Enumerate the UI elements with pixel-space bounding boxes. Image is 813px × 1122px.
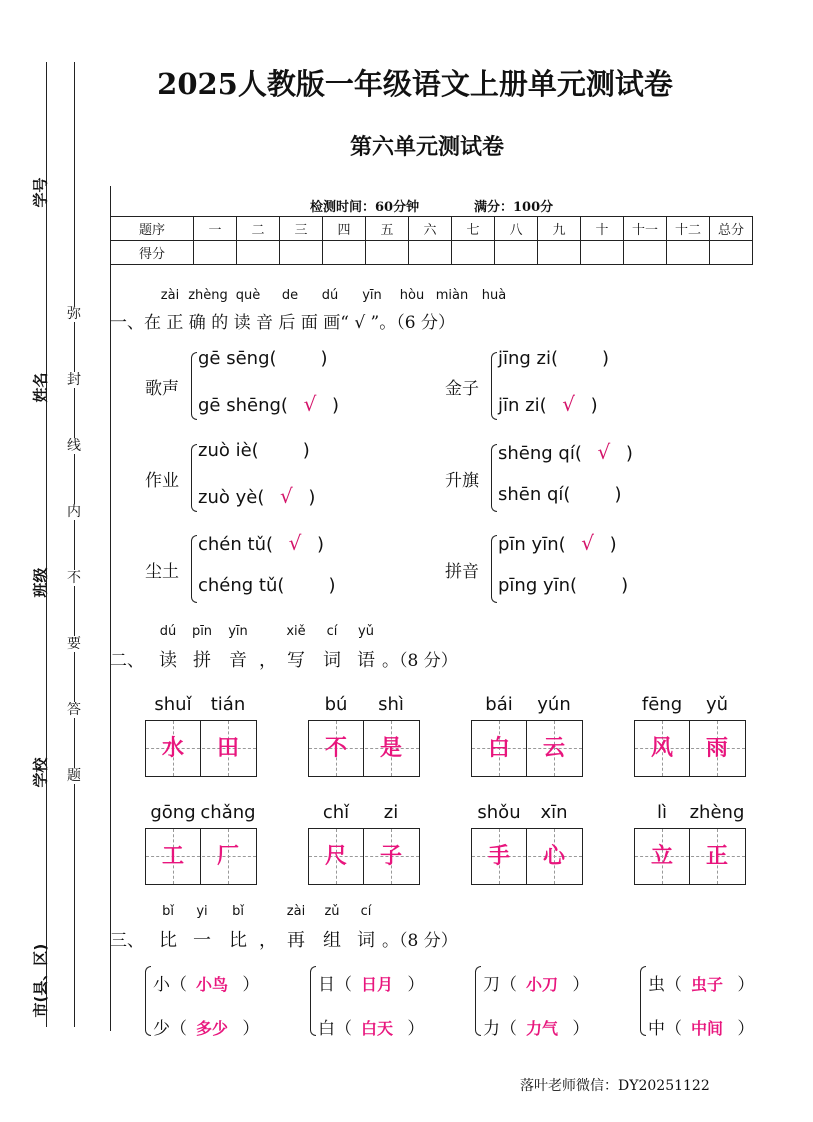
close-paren: ) (590, 395, 598, 416)
close-paren: ) (328, 575, 336, 596)
pinyin-annotation: zài (286, 904, 306, 919)
pinyin-annotation: zǔ (324, 904, 340, 919)
box-pinyin: zhèng (689, 802, 745, 823)
option-text: zuò iè( (198, 440, 259, 461)
check-mark: √ (279, 484, 293, 508)
box-pinyin: yǔ (705, 694, 729, 715)
box-pinyin: shuǐ (154, 694, 192, 715)
close-paren: ） (402, 1019, 425, 1039)
pinyin-annotation: bǐ (162, 904, 174, 919)
answer-blank (273, 531, 317, 555)
answer-blank (264, 484, 308, 508)
close-paren: ） (567, 975, 590, 995)
heading-char: 读 (159, 650, 177, 671)
pinyin-annotation: dú (321, 288, 339, 303)
close-paren: ） (732, 1019, 755, 1039)
box-pinyin: bái (485, 694, 513, 715)
answer-word: 多少 (195, 1019, 228, 1038)
compare-char: 中 (648, 1019, 665, 1039)
answer-char: 田 (216, 735, 239, 761)
heading-char: 一 (193, 930, 211, 951)
close-paren: ) (621, 575, 629, 596)
score-cell (409, 241, 452, 265)
box-pinyin: tián (210, 694, 246, 715)
pinyin-option (498, 440, 633, 464)
answer-char: 立 (650, 843, 673, 869)
brace-shape (191, 535, 197, 603)
page-subtitle: 第六单元测试卷 (349, 134, 504, 160)
close-paren: ) (602, 348, 610, 369)
open-paren: （ (665, 1019, 682, 1039)
open-paren: （ (500, 975, 517, 995)
question-word: 尘土 (145, 562, 179, 582)
writing-grid (308, 720, 420, 777)
answer-char: 尺 (324, 843, 347, 869)
pinyin-option (498, 348, 609, 369)
compare-char: 日 (318, 975, 335, 995)
pinyin-option (498, 484, 621, 505)
seal-char: 题 (64, 768, 84, 784)
pinyin-option (198, 575, 335, 596)
answer-char: 厂 (216, 843, 239, 869)
pinyin-annotation: hòu (399, 288, 425, 303)
compare-char: 力 (483, 1019, 500, 1039)
answer-blank (566, 531, 610, 555)
brace-shape (491, 535, 497, 603)
box-pinyin: shǒu (477, 802, 521, 823)
seal-char: 封 (64, 372, 84, 388)
option-text: pīn yīn( (498, 534, 566, 555)
close-paren: ) (317, 534, 325, 555)
margin-label-0: 学号 (31, 177, 50, 208)
section-tail: 。（8 分） (382, 931, 458, 951)
heading-char: 拼 (193, 650, 211, 671)
heading-char: 音 (229, 650, 247, 671)
option-text: jīng zi( (498, 348, 559, 369)
answer-word: 中间 (690, 1019, 723, 1038)
answer-char: 心 (542, 843, 565, 869)
score-column-9: 十 (581, 217, 624, 241)
score-column-4: 五 (366, 217, 409, 241)
compare-char: 小 (153, 975, 170, 995)
heading-char: 词 (357, 930, 375, 951)
close-paren: ) (625, 443, 633, 464)
answer-char: 雨 (705, 735, 728, 761)
brace-shape (191, 444, 197, 512)
close-paren: ） (237, 1019, 260, 1039)
writing-grid (145, 720, 257, 777)
pinyin-annotation: yīn (362, 288, 382, 303)
brace-shape (491, 444, 497, 512)
box-pinyin: chǎng (200, 802, 256, 823)
score-column-6: 七 (452, 217, 495, 241)
compare-item (483, 970, 589, 995)
seal-char: 要 (64, 636, 84, 652)
heading-char: ， (259, 930, 277, 951)
score-cell (710, 241, 753, 265)
close-paren: ） (567, 1019, 590, 1039)
pinyin-annotation: miàn (435, 288, 469, 303)
score-cell (237, 241, 280, 265)
score-cell (667, 241, 710, 265)
writing-grid (634, 828, 746, 885)
box-pinyin: zi (383, 802, 399, 823)
score-cell (194, 241, 237, 265)
close-paren: ） (732, 975, 755, 995)
score-row-label: 得分 (111, 241, 194, 265)
option-text: chéng tǔ( (198, 575, 285, 596)
pinyin-annotation: zài (160, 288, 180, 303)
section-prefix: 三、 (110, 931, 144, 951)
pinyin-annotation: bǐ (232, 904, 244, 919)
compare-item (648, 970, 754, 995)
close-paren: ) (308, 487, 316, 508)
question-word: 升旗 (445, 471, 479, 491)
score-column-11: 十二 (667, 217, 710, 241)
box-pinyin: xīn (540, 802, 568, 823)
answer-char: 子 (379, 843, 402, 869)
close-paren: ) (609, 534, 617, 555)
compare-item (318, 970, 424, 995)
box-pinyin: gōng (150, 802, 196, 823)
score-cell (624, 241, 667, 265)
compare-char: 白 (318, 1019, 335, 1039)
score-cell (366, 241, 409, 265)
compare-char: 少 (153, 1019, 170, 1039)
score-column-10: 十一 (624, 217, 667, 241)
writing-grid (145, 828, 257, 885)
close-paren: ) (331, 395, 339, 416)
heading-char: 写 (287, 650, 305, 671)
brace-shape (145, 966, 151, 1036)
box-pinyin: shì (378, 694, 404, 715)
answer-blank (582, 440, 626, 464)
box-pinyin: yún (537, 694, 571, 715)
check-mark: √ (303, 392, 317, 416)
pinyin-annotation: yǔ (358, 624, 374, 639)
section-1-heading: 一、在 正 确 的 读 音 后 面 画“ √ ”。（6 分） (110, 313, 455, 333)
answer-word: 白天 (360, 1019, 393, 1038)
option-text: jīn zi( (498, 395, 547, 416)
close-paren: ) (614, 484, 622, 505)
writing-grid (308, 828, 420, 885)
score-column-5: 六 (409, 217, 452, 241)
open-paren: （ (665, 975, 682, 995)
option-text: pīng yīn( (498, 575, 578, 596)
check-mark: √ (597, 440, 611, 464)
answer-blank (547, 392, 591, 416)
score-cell (538, 241, 581, 265)
answer-blank (288, 392, 332, 416)
answer-word: 小刀 (525, 975, 558, 994)
pinyin-option (198, 348, 328, 369)
heading-char: 再 (287, 930, 305, 951)
writing-grid (634, 720, 746, 777)
option-text: gē shēng( (198, 395, 288, 416)
answer-char: 不 (324, 735, 347, 761)
pinyin-annotation: yi (196, 904, 208, 919)
pinyin-option (198, 484, 315, 508)
answer-char: 手 (487, 843, 510, 869)
full-score: 满分：100分 (474, 200, 554, 215)
option-text: shēn qí( (498, 484, 571, 505)
box-pinyin: chǐ (322, 802, 350, 823)
question-word: 拼音 (445, 562, 479, 582)
pinyin-option (198, 440, 310, 461)
pinyin-option (498, 531, 617, 555)
pinyin-annotation: de (281, 288, 299, 303)
seal-char: 线 (64, 438, 84, 454)
pinyin-annotation: què (235, 288, 261, 303)
seal-char: 答 (64, 702, 84, 718)
score-cell (323, 241, 366, 265)
score-column-0: 一 (194, 217, 237, 241)
compare-item (483, 1014, 589, 1039)
pinyin-annotation: cí (360, 904, 372, 919)
box-pinyin: bú (324, 694, 348, 715)
open-paren: （ (335, 975, 352, 995)
score-table-header (111, 217, 753, 241)
option-text: zuò yè( (198, 487, 265, 508)
pinyin-annotation: pīn (191, 624, 213, 639)
pinyin-annotation: yīn (228, 624, 248, 639)
open-paren: （ (170, 975, 187, 995)
box-pinyin: fēng (641, 694, 683, 715)
answer-char: 水 (161, 735, 184, 761)
heading-char: 比 (159, 930, 177, 951)
brace-shape (191, 352, 197, 420)
pinyin-annotation: zhèng (188, 288, 228, 303)
answer-char: 是 (379, 735, 402, 761)
footer-contact: 落叶老师微信：DY20251122 (520, 1078, 710, 1094)
page-title: 2025人教版一年级语文上册单元测试卷 (157, 67, 673, 101)
answer-char: 云 (542, 735, 565, 761)
compare-char: 刀 (483, 975, 500, 995)
question-word: 歌声 (145, 379, 179, 399)
seal-char: 不 (64, 570, 84, 586)
heading-char: 比 (229, 930, 247, 951)
section-prefix: 二、 (110, 651, 144, 671)
compare-item (318, 1014, 424, 1039)
score-cell (581, 241, 624, 265)
pinyin-annotation: huà (481, 288, 507, 303)
score-column-2: 三 (280, 217, 323, 241)
score-column-12: 总分 (710, 217, 753, 241)
score-cell (495, 241, 538, 265)
brace-shape (640, 966, 646, 1036)
brace-shape (310, 966, 316, 1036)
score-column-8: 九 (538, 217, 581, 241)
exam-time: 检测时间：60分钟 (310, 200, 420, 215)
answer-char: 风 (650, 735, 673, 761)
open-paren: （ (500, 1019, 517, 1039)
section-tail: 。（8 分） (382, 651, 458, 671)
pinyin-option (498, 575, 628, 596)
question-word: 金子 (445, 379, 479, 399)
pinyin-annotation: cí (326, 624, 338, 639)
open-paren: （ (335, 1019, 352, 1039)
compare-char: 虫 (648, 975, 665, 995)
score-cell (280, 241, 323, 265)
brace-shape (491, 352, 497, 420)
score-column-7: 八 (495, 217, 538, 241)
brace-shape (475, 966, 481, 1036)
heading-char: ， (259, 650, 277, 671)
pinyin-annotation: xiě (286, 624, 306, 639)
option-text: shēng qí( (498, 443, 582, 464)
heading-char: 组 (323, 930, 341, 951)
compare-item (153, 970, 259, 995)
score-cell (452, 241, 495, 265)
check-mark: √ (562, 392, 575, 416)
option-text: gē sēng( (198, 348, 277, 369)
margin-label-2: 班级 (31, 567, 50, 598)
seal-char: 弥 (64, 306, 84, 322)
compare-item (648, 1014, 754, 1039)
margin-line-inner (74, 62, 75, 1027)
question-word: 作业 (145, 471, 179, 491)
close-paren: ） (237, 975, 260, 995)
close-paren: ） (402, 975, 425, 995)
heading-char: 语 (357, 650, 375, 671)
score-column-1: 二 (237, 217, 280, 241)
margin-label-1: 姓名 (31, 372, 50, 403)
answer-char: 工 (161, 843, 184, 869)
seal-char: 内 (64, 504, 84, 520)
score-table-row (111, 241, 753, 265)
compare-item (153, 1014, 259, 1039)
answer-char: 白 (487, 735, 510, 761)
close-paren: ) (320, 348, 328, 369)
answer-word: 小鸟 (195, 975, 228, 994)
close-paren: ) (302, 440, 310, 461)
answer-word: 虫子 (690, 975, 723, 994)
score-header-label: 题序 (111, 217, 194, 241)
check-mark: √ (581, 531, 595, 555)
heading-char: 词 (323, 650, 341, 671)
score-table (110, 216, 753, 265)
option-text: chén tǔ( (198, 534, 273, 555)
pinyin-option (498, 392, 598, 416)
margin-label-4: 市(县、区) (31, 943, 50, 1018)
answer-word: 力气 (525, 1019, 558, 1038)
writing-grid (471, 720, 583, 777)
margin-label-3: 学校 (31, 757, 50, 788)
score-column-3: 四 (323, 217, 366, 241)
pinyin-option (198, 392, 339, 416)
writing-grid (471, 828, 583, 885)
box-pinyin: lì (656, 802, 667, 823)
answer-word: 日月 (360, 975, 393, 994)
check-mark: √ (288, 531, 302, 555)
pinyin-option (198, 531, 324, 555)
open-paren: （ (170, 1019, 187, 1039)
pinyin-annotation: dú (159, 624, 177, 639)
answer-char: 正 (705, 843, 728, 869)
